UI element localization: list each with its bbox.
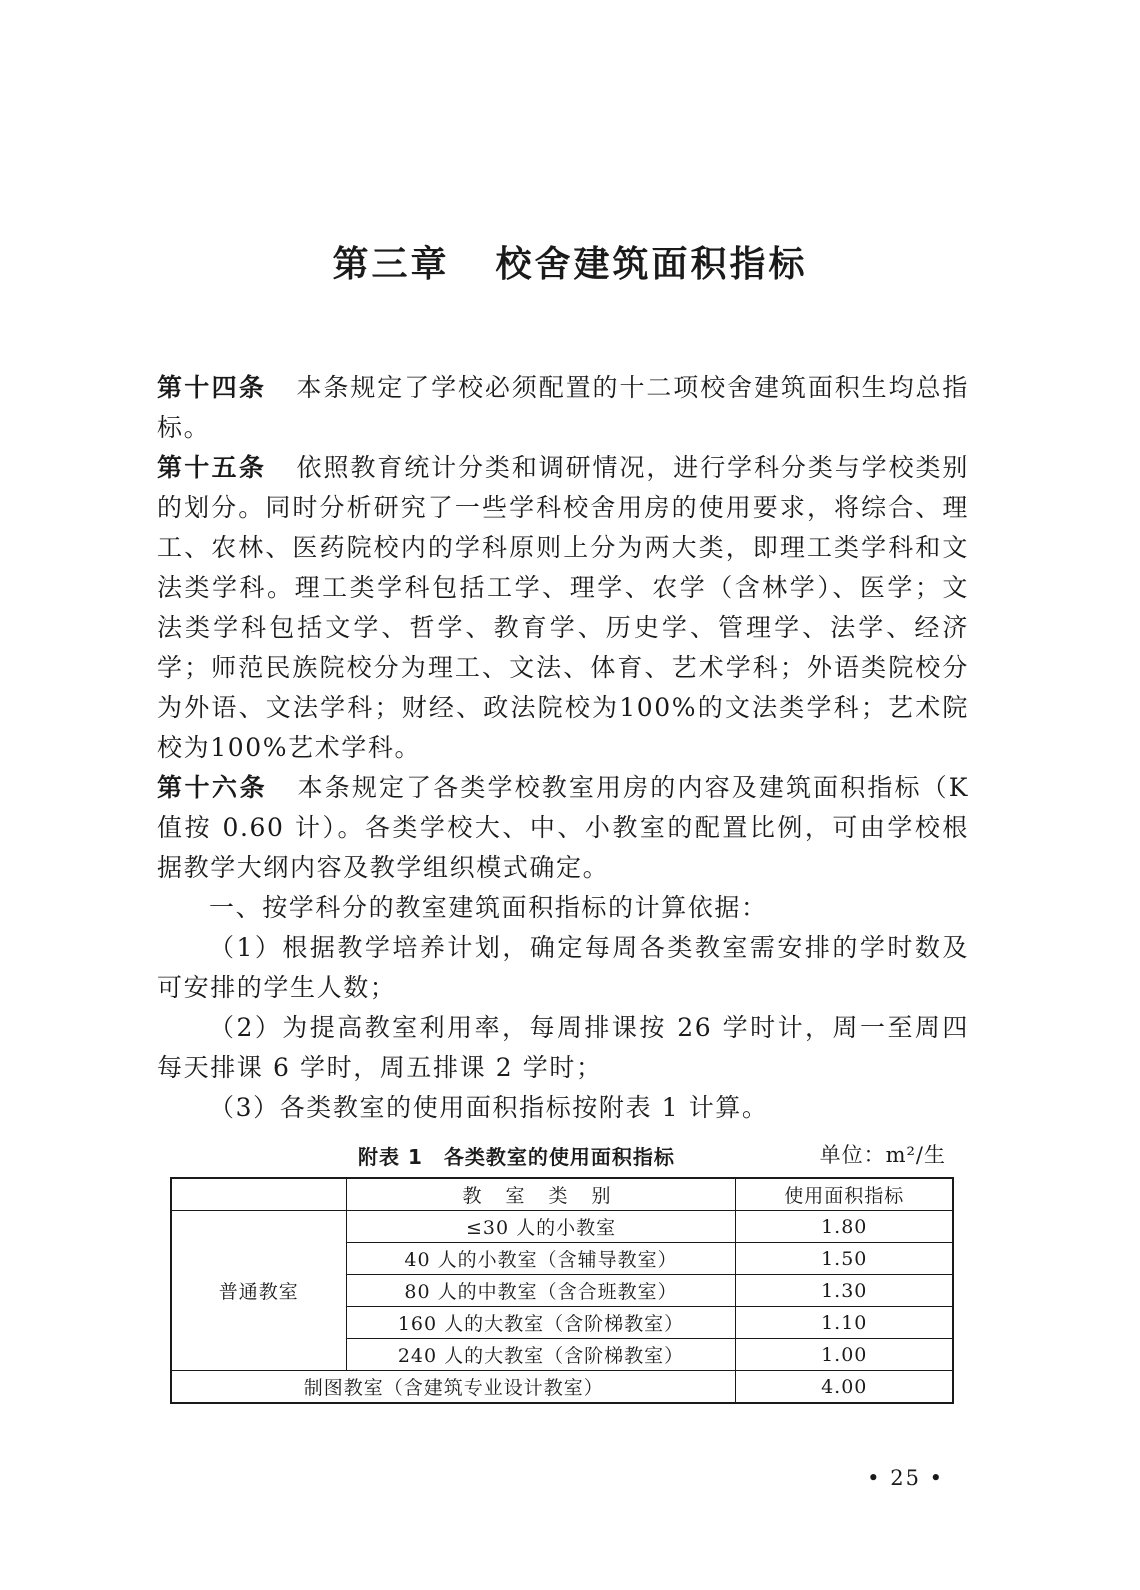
body-text (157, 368, 969, 1128)
table-header-empty (171, 1178, 346, 1211)
chapter-name: 校舍建筑面积指标 (495, 244, 808, 285)
table-header-row (171, 1178, 953, 1211)
table-cell: 1.00 (736, 1339, 953, 1371)
table-cell: 80 人的中教室（含合班教室） (346, 1275, 736, 1307)
article-15 (157, 448, 969, 768)
table-cell: 制图教室（含建筑专业设计教室） (171, 1371, 736, 1404)
article-number: 第十四条 (157, 373, 267, 402)
paragraph: （1）根据教学培养计划，确定每周各类教室需安排的学时数及可安排的学生人数； (157, 933, 969, 1002)
paragraph: （2）为提高教室利用率，每周排课按 26 学时计，周一至周四每天排课 6 学时，周五排课 2 学时； (157, 1013, 969, 1082)
table-cell: 1.50 (736, 1243, 953, 1275)
article-text: 本条规定了各类学校教室用房的内容及建筑面积指标（K 值按 0.60 计）。各类学校大、中、小教室的配置比例，可由学校根据教学大纲内容及教学组织模式确定。 (157, 773, 969, 882)
paragraph: 一、按学科分的教室建筑面积指标的计算依据： (209, 893, 768, 922)
article-number: 第十五条 (157, 453, 267, 482)
article-14 (157, 368, 969, 448)
table-cell: 160 人的大教室（含阶梯教室） (346, 1307, 736, 1339)
table-unit: 单位：m²/生 (819, 1143, 946, 1167)
table-header-cell: 教 室 类 别 (346, 1178, 736, 1211)
article-text: 依照教育统计分类和调研情况，进行学科分类与学校类别的划分。同时分析研究了一些学科校舍用房的使用要求，将综合、理工、农林、医药院校内的学科原则上分为两大类，即理工类学科和文法类学科。理工类学科包括工学、理学、农学（含林学）、医学；文法类学科包括文学、哲学、教育学、历史学、管理学、法学、经济学；师范民族院校分为理工、文法、体育、艺术学科；外语类院校分为外语、文法学科；财经、政法院校为100%的文法类学科；艺术院校为100%艺术学科。 (157, 453, 969, 762)
table-cell: ≤30 人的小教室 (346, 1211, 736, 1243)
article-16 (157, 768, 969, 888)
page-number: • 25 • (867, 1466, 944, 1490)
table-cell: 1.10 (736, 1307, 953, 1339)
table-cell: 40 人的小教室（含辅导教室） (346, 1243, 736, 1275)
table-cell: 1.30 (736, 1275, 953, 1307)
table-cell: 4.00 (736, 1371, 953, 1404)
table-cell: 1.80 (736, 1211, 953, 1243)
classroom-area-table (170, 1177, 954, 1404)
article-number: 第十六条 (157, 773, 268, 802)
article-text: 本条规定了学校必须配置的十二项校舍建筑面积生均总指标。 (157, 373, 969, 442)
table-caption: 附表 1 各类教室的使用面积指标 (358, 1145, 675, 1169)
table-row (171, 1371, 953, 1404)
table-row (171, 1211, 953, 1243)
paragraph: （3）各类教室的使用面积指标按附表 1 计算。 (209, 1093, 769, 1122)
table-caption-row (170, 1137, 946, 1171)
chapter-number: 第三章 (332, 244, 450, 285)
table-header-cell: 使用面积指标 (736, 1178, 953, 1211)
chapter-title (0, 236, 1140, 287)
table-group-label: 普通教室 (171, 1211, 346, 1371)
table-cell: 240 人的大教室（含阶梯教室） (346, 1339, 736, 1371)
